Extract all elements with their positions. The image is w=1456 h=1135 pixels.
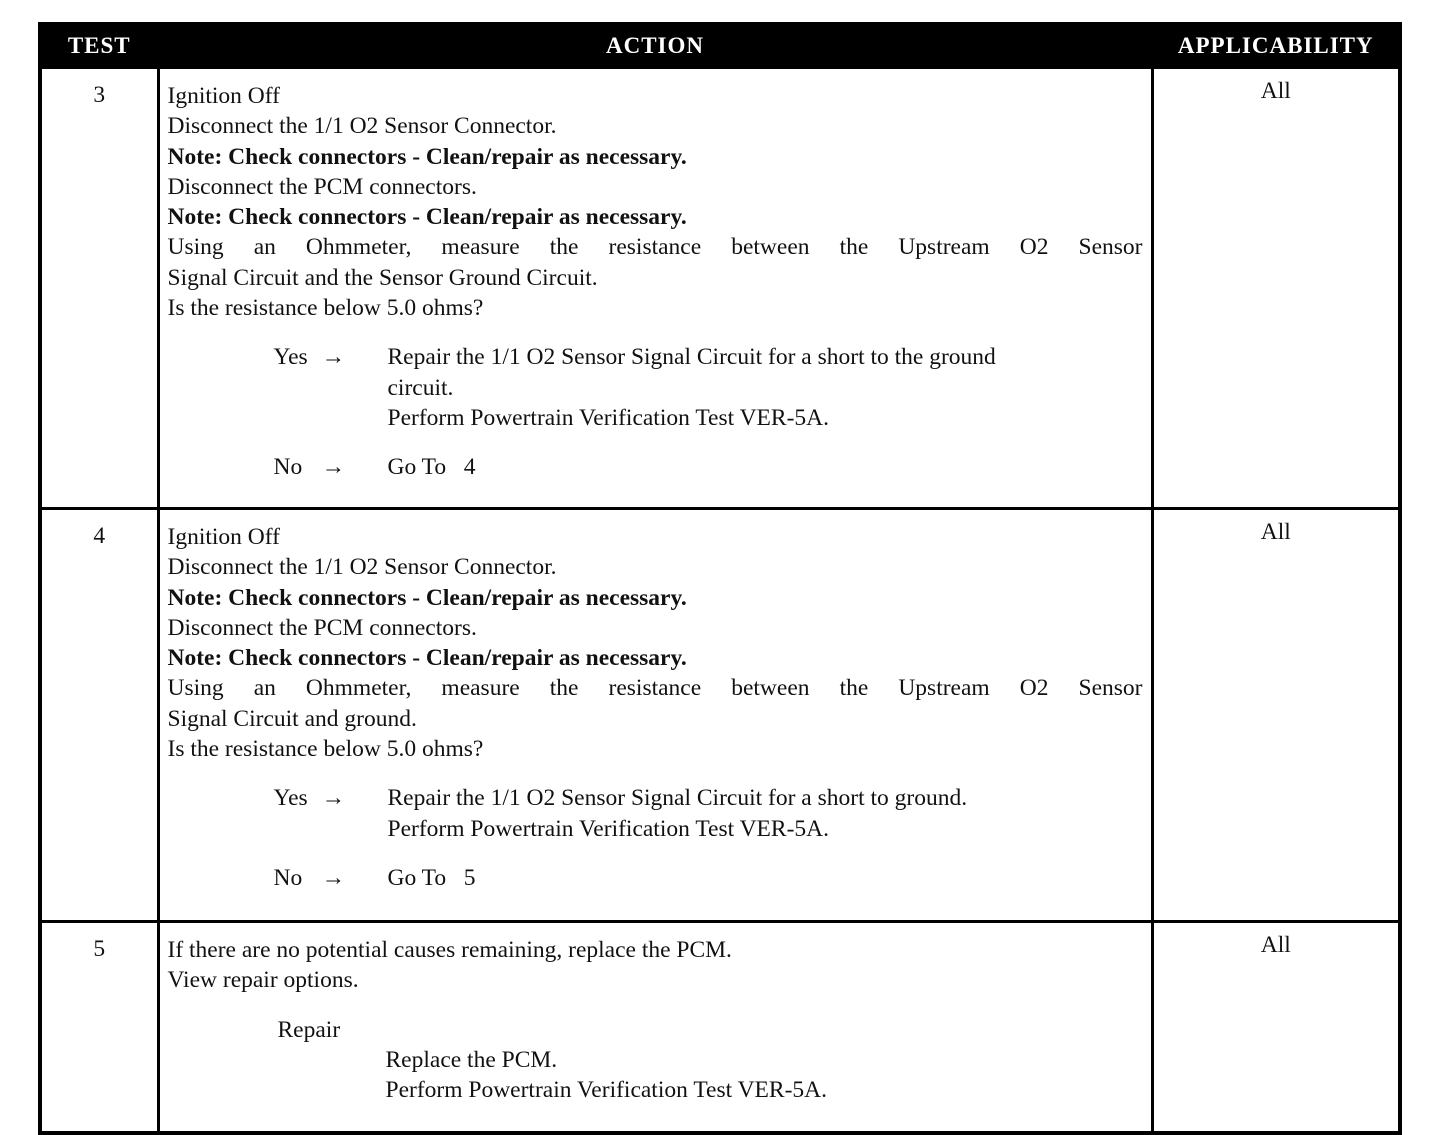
arrow-right-icon: → [321, 344, 345, 371]
action-line: Signal Circuit and ground. [167, 705, 417, 732]
action-line: Using an Ohmmeter, measure the resistance between the Upstream O2 Sensor [167, 675, 1143, 702]
result-line: Perform Powertrain Verification Test VER-5A. [387, 404, 830, 431]
test-row-4 [40, 509, 1400, 922]
no-branch [274, 452, 1143, 482]
arrow-right-icon: → [321, 785, 345, 812]
header-row [40, 24, 1400, 68]
action-line: Ignition Off [167, 83, 280, 109]
action-line: View repair options. [167, 967, 359, 994]
result-line: Repair the 1/1 O2 Sensor Signal Circuit for a short to the ground [387, 344, 996, 371]
applicability: All [1152, 68, 1400, 509]
result-line: Perform Powertrain Verification Test VER-5A. [387, 815, 830, 842]
action-cell [158, 68, 1152, 509]
no-label: No [273, 454, 303, 481]
header-test: TEST [40, 24, 158, 68]
yes-result [388, 342, 1143, 433]
action-line: Ignition Off [167, 524, 280, 550]
action-note: Note: Check connectors - Clean/repair as necessary. [167, 143, 687, 170]
yes-branch [274, 783, 1143, 844]
yes-label: Yes [273, 344, 308, 371]
repair-line: Replace the PCM. [385, 1046, 558, 1073]
test-row-3 [40, 68, 1400, 509]
action-question: Is the resistance below 5.0 ohms? [167, 736, 484, 763]
result-line: Repair the 1/1 O2 Sensor Signal Circuit for a short to ground. [387, 785, 968, 812]
action-note: Note: Check connectors - Clean/repair as necessary. [167, 584, 687, 611]
action-line: Disconnect the 1/1 O2 Sensor Connector. [167, 554, 557, 581]
diagnostic-test-table [38, 22, 1402, 1135]
test-number: 5 [40, 922, 158, 1134]
arrow-right-icon: → [321, 864, 345, 891]
applicability: All [1152, 922, 1400, 1134]
repair-line: Perform Powertrain Verification Test VER-5A. [385, 1077, 828, 1104]
action-question: Is the resistance below 5.0 ohms? [167, 295, 484, 322]
yes-label: Yes [273, 785, 308, 812]
no-branch [274, 863, 1143, 893]
action-line: Disconnect the PCM connectors. [167, 614, 477, 641]
test-number: 3 [40, 68, 158, 509]
yes-branch [274, 342, 1143, 433]
action-line: Disconnect the 1/1 O2 Sensor Connector. [167, 113, 557, 140]
action-line: Using an Ohmmeter, measure the resistance between the Upstream O2 Sensor [167, 234, 1143, 261]
header-action: ACTION [158, 24, 1152, 68]
applicability: All [1152, 509, 1400, 922]
no-result: Go To 4 [387, 454, 476, 481]
action-cell [158, 509, 1152, 922]
test-number: 4 [40, 509, 158, 922]
arrow-right-icon: → [321, 454, 345, 481]
action-note: Note: Check connectors - Clean/repair as necessary. [167, 645, 687, 672]
no-label: No [273, 864, 303, 891]
repair-label: Repair [277, 1016, 341, 1043]
test-row-5 [40, 922, 1400, 1134]
action-cell [158, 922, 1152, 1134]
action-line: Signal Circuit and the Sensor Ground Circuit. [167, 264, 598, 291]
no-result: Go To 5 [387, 864, 476, 891]
header-applicability: APPLICABILITY [1152, 24, 1400, 68]
yes-result [388, 783, 1143, 844]
action-line: If there are no potential causes remaining, replace the PCM. [167, 937, 732, 963]
result-line: circuit. [387, 374, 454, 401]
action-line: Disconnect the PCM connectors. [167, 173, 477, 200]
action-note: Note: Check connectors - Clean/repair as necessary. [167, 204, 687, 231]
